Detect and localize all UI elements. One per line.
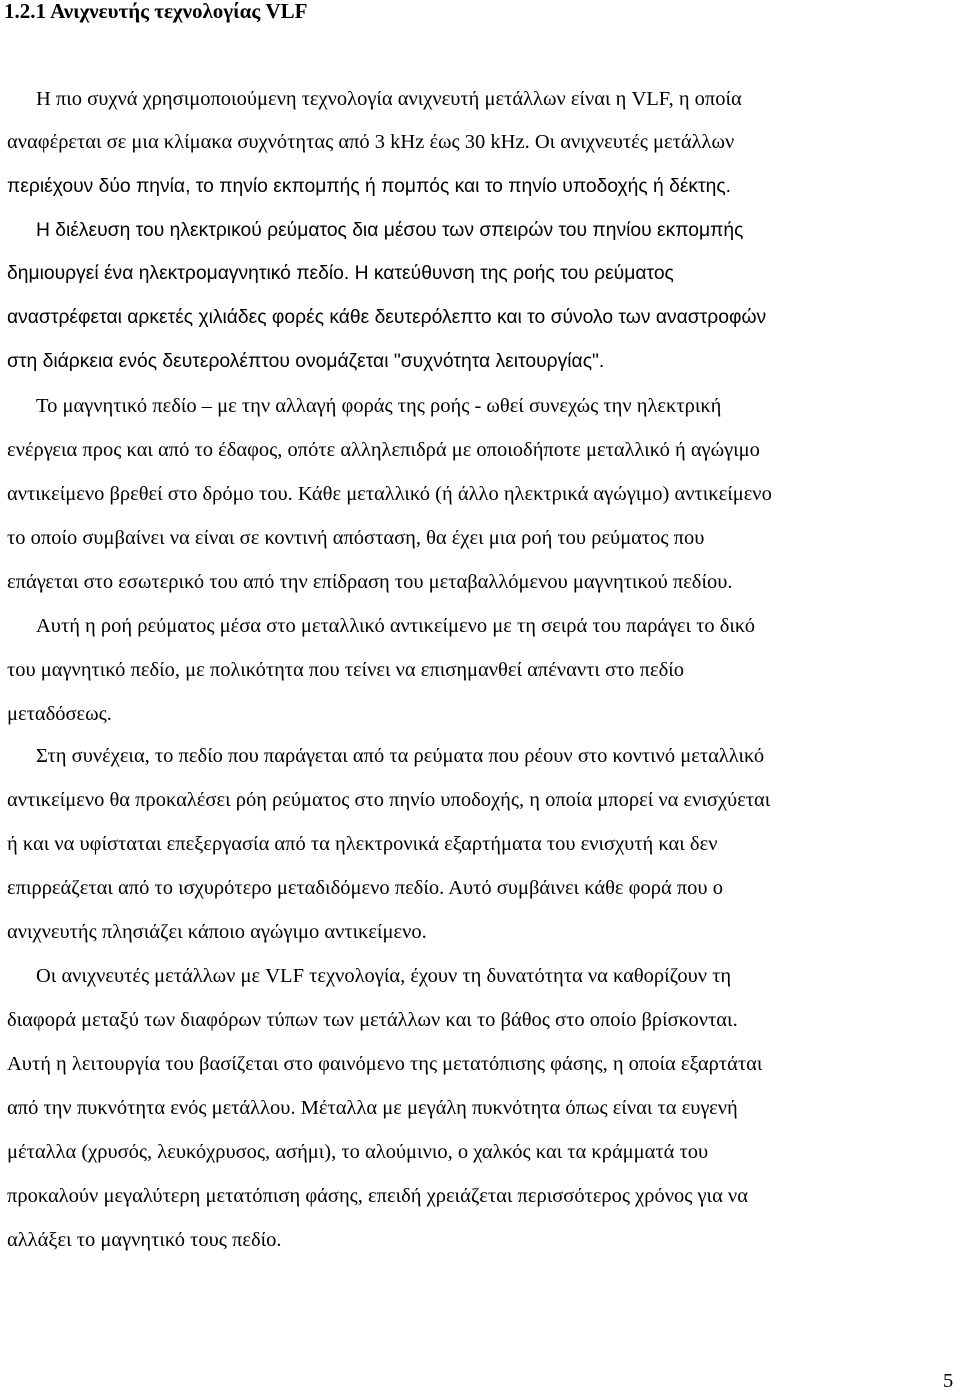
body-line: διαφορά μεταξύ των διαφόρων τύπων των μετάλλων και το βάθος στο οποίο βρίσκονται. xyxy=(7,1009,738,1031)
body-line: αναστρέφεται αρκετές χιλιάδες φορές κάθε δευτερόλεπτο και το σύνολο των αναστροφών xyxy=(7,307,767,328)
body-line: μεταδόσεως. xyxy=(7,703,112,725)
body-line: αντικείμενο βρεθεί στο δρόμο του. Κάθε μεταλλικό (ή άλλο ηλεκτρικά αγώγιμο) αντικείμενο xyxy=(7,483,772,505)
body-line: από την πυκνότητα ενός μετάλλου. Μέταλλα με μεγάλη πυκνότητα όπως είναι τα ευγενή xyxy=(7,1097,738,1119)
body-line: ενέργεια προς και από το έδαφος, οπότε αλληλεπιδρά με οποιοδήποτε μεταλλικό ή αγώγιμο xyxy=(7,439,760,461)
body-line: επιρρεάζεται από το ισχυρότερο μεταδιδόμενο πεδίο. Αυτό συμβάινει κάθε φορά που ο xyxy=(7,877,723,899)
body-line: Το μαγνητικό πεδίο – με την αλλαγή φοράς της ροής - ωθεί συνεχώς την ηλεκτρική xyxy=(36,395,722,417)
body-line: περιέχουν δύο πηνία, το πηνίο εκπομπής ή πομπός και το πηνίο υποδοχής ή δέκτης. xyxy=(7,176,732,197)
page-number: 5 xyxy=(943,1370,954,1392)
body-line: Στη συνέχεια, το πεδίο που παράγεται από τα ρεύματα που ρέουν στο κοντινό μεταλλικό xyxy=(36,745,765,767)
body-line: Η πιο συχνά χρησιμοποιούμενη τεχνολογία ανιχνευτή μετάλλων είναι η VLF, η οποία xyxy=(36,88,742,110)
body-line: Η διέλευση του ηλεκτρικού ρεύματος δια μέσου των σπειρών του πηνίου εκπομπής xyxy=(36,220,744,241)
body-line: Αυτή η ροή ρεύματος μέσα στο μεταλλικό αντικείμενο με τη σειρά του παράγει το δικό xyxy=(36,615,756,637)
body-line: ή και να υφίσταται επεξεργασία από τα ηλεκτρονικά εξαρτήματα του ενισχυτή και δεν xyxy=(7,833,718,855)
body-line: το οποίο συμβαίνει να είναι σε κοντινή απόσταση, θα έχει μια ροή του ρεύματος που xyxy=(7,527,705,549)
body-line: αναφέρεται σε μια κλίμακα συχνότητας από 3 kHz έως 30 kHz. Οι ανιχνευτές μετάλλων xyxy=(7,131,735,153)
body-line: επάγεται στο εσωτερικό του από την επίδραση του μεταβαλλόμενου μαγνητικού πεδίου. xyxy=(7,571,733,593)
body-line: αλλάξει το μαγνητικό τους πεδίο. xyxy=(7,1229,282,1251)
body-line: στη διάρκεια ενός δευτερολέπτου ονομάζεται "συχνότητα λειτουργίας". xyxy=(7,351,605,372)
body-line: ανιχνευτής πλησιάζει κάποιο αγώγιμο αντικείμενο. xyxy=(7,921,427,943)
body-line: μέταλλα (χρυσός, λευκόχρυσος, ασήμι), το αλούμινιο, ο χαλκός και τα κράμματά του xyxy=(7,1141,709,1163)
section-heading: 1.2.1 Ανιχνευτής τεχνολογίας VLF xyxy=(4,0,308,23)
body-line: του μαγνητικό πεδίο, με πολικότητα που τείνει να επισημανθεί απέναντι στο πεδίο xyxy=(7,659,685,681)
body-line: δημιουργεί ένα ηλεκτρομαγνητικό πεδίο. Η κατεύθυνση της ροής του ρεύματος xyxy=(7,263,674,284)
body-line: προκαλούν μεγαλύτερη μετατόπιση φάσης, επειδή χρειάζεται περισσότερος χρόνος για να xyxy=(7,1185,748,1207)
body-line: Αυτή η λειτουργία του βασίζεται στο φαινόμενο της μετατόπισης φάσης, η οποία εξαρτάται xyxy=(7,1053,763,1075)
body-line: αντικείμενο θα προκαλέσει ρόη ρεύματος στο πηνίο υποδοχής, η οποία μπορεί να ενισχύεται xyxy=(7,789,771,811)
body-line: Οι ανιχνευτές μετάλλων με VLF τεχνολογία, έχουν τη δυνατότητα να καθορίζουν τη xyxy=(36,965,732,987)
